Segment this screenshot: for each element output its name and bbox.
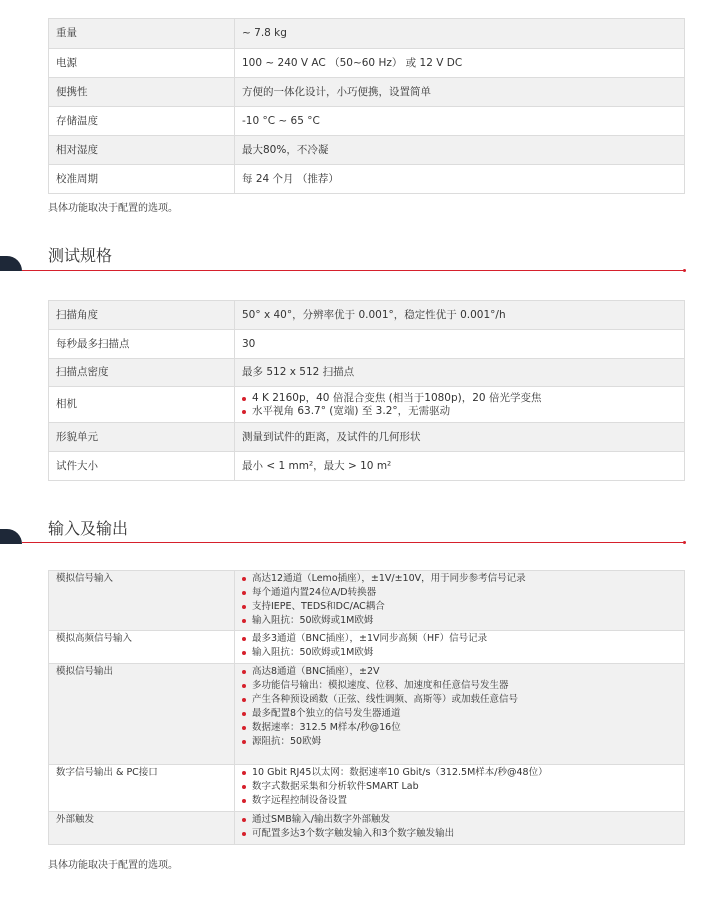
- io-spec-table: [48, 570, 685, 845]
- row-value: 最小 < 1 mm²，最大 > 10 m²: [235, 452, 685, 481]
- row-label: 相机: [49, 387, 235, 423]
- row-label: 模拟信号输入: [49, 571, 235, 631]
- row-label: 形貌单元: [49, 423, 235, 452]
- row-value: [235, 387, 685, 423]
- section-title-io: 输入及输出: [48, 519, 129, 538]
- row-label: 便携性: [49, 78, 235, 107]
- table-row: [49, 452, 685, 481]
- list-item: 可配置多达3个数字触发输入和3个数字触发输出: [242, 827, 677, 841]
- table-row: [49, 78, 685, 107]
- table-row: [49, 136, 685, 165]
- row-value: -10 °C ~ 65 °C: [235, 107, 685, 136]
- table-row: [49, 165, 685, 194]
- section-title-test-specs: 测试规格: [48, 246, 113, 265]
- general-note: 具体功能取决于配置的选项。: [48, 203, 178, 214]
- bullet-icon: [242, 670, 246, 674]
- row-value: ~ 7.8 kg: [235, 19, 685, 49]
- table-row: [49, 387, 685, 423]
- bullet-icon: [242, 637, 246, 641]
- bullet-icon: [242, 397, 246, 401]
- list-item: 输入阻抗：50欧姆或1M欧姆: [242, 614, 677, 628]
- list-item: 高达8通道（BNC插座），±2V: [242, 665, 677, 679]
- section-divider: [22, 542, 685, 543]
- list-item: 最多3通道（BNC插座），±1V同步高频（HF）信号记录: [242, 632, 677, 646]
- bullet-icon: [242, 619, 246, 623]
- bullet-icon: [242, 651, 246, 655]
- bullet-icon: [242, 605, 246, 609]
- bullet-icon: [242, 591, 246, 595]
- row-label: 重量: [49, 19, 235, 49]
- list-item: 4 K 2160p，40 倍混合变焦 (相当于1080p)，20 倍光学变焦: [242, 392, 677, 405]
- table-row: [49, 301, 685, 330]
- table-row: [49, 330, 685, 359]
- table-row: [49, 49, 685, 78]
- row-value: [235, 765, 685, 812]
- bullet-icon: [242, 712, 246, 716]
- list-item: 高达12通道（Lemo插座），±1V/±10V，用于同步参考信号记录: [242, 572, 677, 586]
- row-value: [235, 571, 685, 631]
- table-row: [49, 812, 685, 845]
- bullet-icon: [242, 832, 246, 836]
- section-marker: [0, 256, 22, 271]
- row-value: 每 24 个月 （推荐）: [235, 165, 685, 194]
- bullet-icon: [242, 818, 246, 822]
- bullet-icon: [242, 577, 246, 581]
- row-value: [235, 812, 685, 845]
- row-label: 电源: [49, 49, 235, 78]
- section-divider: [22, 270, 685, 271]
- row-label: 扫描角度: [49, 301, 235, 330]
- general-spec-table: [48, 18, 685, 194]
- row-label: 扫描点密度: [49, 359, 235, 387]
- list-item: 产生各种预设函数（正弦、线性调频、高斯等）或加载任意信号: [242, 693, 677, 707]
- table-row: [49, 359, 685, 387]
- table-row: [49, 631, 685, 664]
- row-value: 最多 512 x 512 扫描点: [235, 359, 685, 387]
- section-marker: [0, 529, 22, 544]
- row-label: 相对湿度: [49, 136, 235, 165]
- row-value: 最大80%，不冷凝: [235, 136, 685, 165]
- bullet-icon: [242, 740, 246, 744]
- list-item: 源阻抗：50欧姆: [242, 735, 677, 749]
- row-label: 存储温度: [49, 107, 235, 136]
- list-item: 数字远程控制设备设置: [242, 794, 677, 808]
- table-row: [49, 19, 685, 49]
- bullet-icon: [242, 771, 246, 775]
- table-row: [49, 664, 685, 765]
- list-item: 支持IEPE、TEDS和DC/AC耦合: [242, 600, 677, 614]
- row-label: 校准周期: [49, 165, 235, 194]
- table-row: [49, 765, 685, 812]
- list-item: 数字式数据采集和分析软件SMART Lab: [242, 780, 677, 794]
- row-value: 30: [235, 330, 685, 359]
- list-item: 水平视角 63.7° (宽端) 至 3.2°，无需驱动: [242, 405, 677, 418]
- list-item: 10 Gbit RJ45以太网：数据速率10 Gbit/s（312.5M样本/秒@48位）: [242, 766, 677, 780]
- row-value: 100 ~ 240 V AC （50~60 Hz） 或 12 V DC: [235, 49, 685, 78]
- row-value: 50° x 40°，分辨率优于 0.001°，稳定性优于 0.001°/h: [235, 301, 685, 330]
- row-label: 模拟高频信号输入: [49, 631, 235, 664]
- table-row: [49, 107, 685, 136]
- test-spec-table: [48, 300, 685, 481]
- bullet-icon: [242, 785, 246, 789]
- bullet-icon: [242, 698, 246, 702]
- list-item: 数据速率：312.5 M样本/秒@16位: [242, 721, 677, 735]
- list-item: 多功能信号输出：模拟速度、位移、加速度和任意信号发生器: [242, 679, 677, 693]
- table-row: [49, 571, 685, 631]
- row-label: 试件大小: [49, 452, 235, 481]
- bullet-icon: [242, 410, 246, 414]
- bullet-icon: [242, 799, 246, 803]
- row-value: [235, 631, 685, 664]
- row-label: 外部触发: [49, 812, 235, 845]
- row-value: [235, 664, 685, 765]
- list-item: 通过SMB输入/输出数字外部触发: [242, 813, 677, 827]
- bullet-icon: [242, 684, 246, 688]
- row-label: 每秒最多扫描点: [49, 330, 235, 359]
- bullet-icon: [242, 726, 246, 730]
- list-item: 最多配置8个独立的信号发生器通道: [242, 707, 677, 721]
- list-item: 输入阻抗：50欧姆或1M欧姆: [242, 646, 677, 660]
- row-value: 方便的一体化设计，小巧便携，设置简单: [235, 78, 685, 107]
- row-label: 数字信号输出 & PC接口: [49, 765, 235, 812]
- list-item: 每个通道内置24位A/D转换器: [242, 586, 677, 600]
- table-row: [49, 423, 685, 452]
- row-label: 模拟信号输出: [49, 664, 235, 765]
- io-note: 具体功能取决于配置的选项。: [48, 860, 178, 871]
- row-value: 测量到试件的距离，及试件的几何形状: [235, 423, 685, 452]
